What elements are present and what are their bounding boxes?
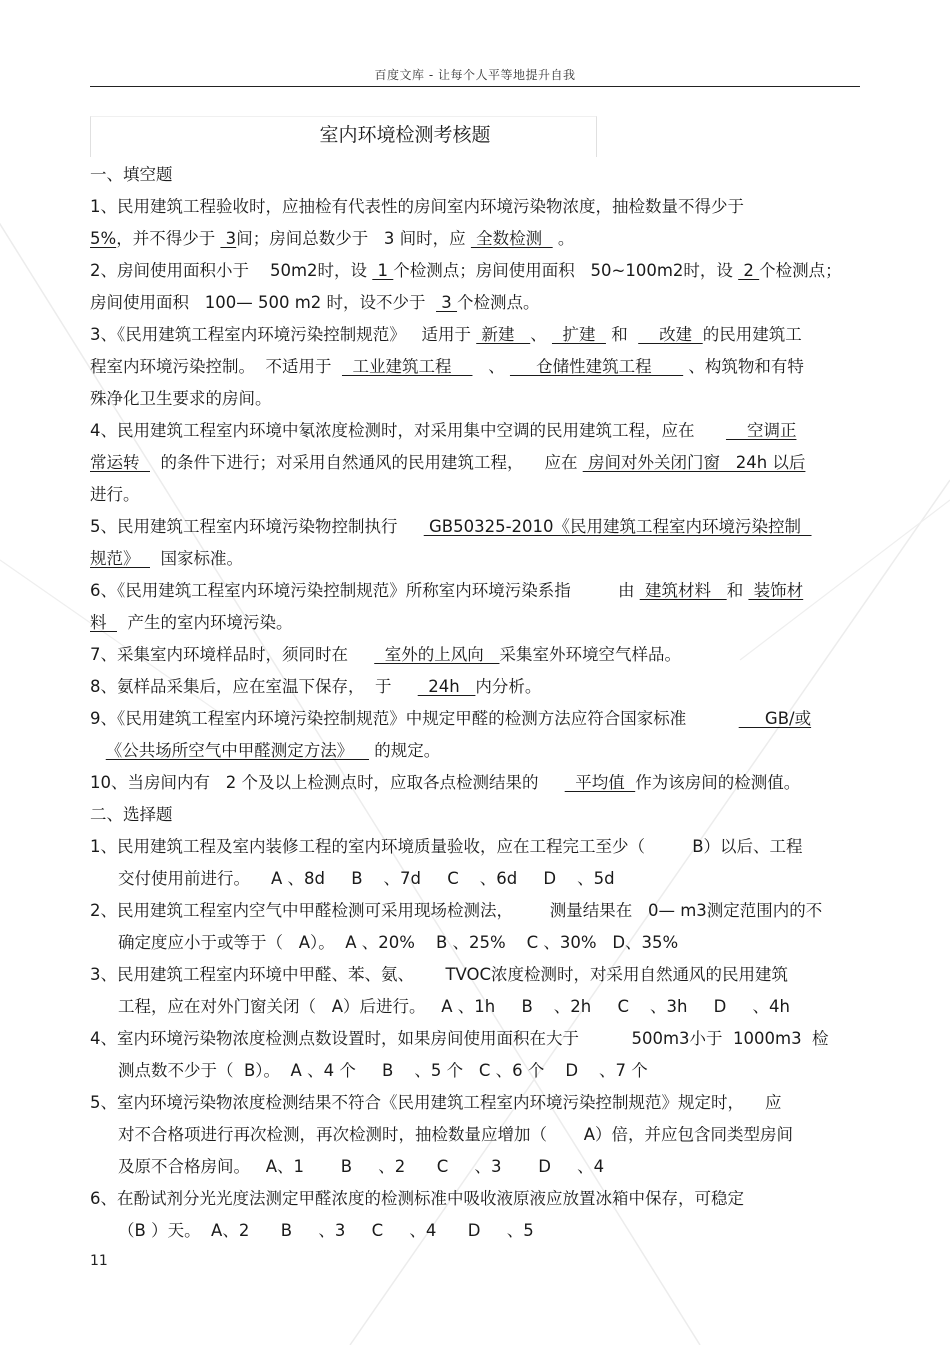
fill-q4-line1 — [90, 416, 865, 446]
fill-q1-line1 — [90, 192, 865, 222]
fill-q4-line3 — [90, 480, 865, 510]
question-text: 进行。 — [90, 485, 140, 504]
question-text: 个检测点；房间使用面积 50~100m2时，设 — [393, 261, 739, 280]
choice-q5-line1 — [90, 1088, 865, 1118]
answer-blank: 改建 — [638, 325, 703, 344]
fill-q1-line2 — [90, 224, 865, 254]
answer-blank: 装饰材 — [748, 581, 804, 600]
fill-q2-line2 — [90, 288, 865, 318]
question-text: 10、当房间内有 2 个及以上检测点时，应取各点检测结果的 — [90, 773, 565, 792]
question-text: ，并不得少于 — [116, 229, 221, 248]
answer-blank: 3 — [436, 293, 458, 312]
question-text: 内分析。 — [475, 677, 542, 696]
answer-blank: 规范》 — [90, 549, 150, 568]
choice-q4-line1 — [90, 1024, 865, 1054]
answer-blank: 料 — [90, 613, 117, 632]
question-text: 作为该房间的检测值。 — [635, 773, 801, 792]
answer-blank: 工业建筑工程 — [341, 357, 473, 376]
question-text: 2、民用建筑工程室内空气中甲醛检测可采用现场检测法， 测量结果在 0— m3测定范围内的不 — [90, 901, 823, 920]
page-header: 百度文库 - 让每个人平等地提升自我 — [374, 68, 576, 82]
question-text: 4、室内环境污染物浓度检测点数设置时，如果房间使用面积在大于 500m3小于 1000m3 检 — [90, 1029, 829, 1048]
question-text: 3、《民用建筑工程室内环境污染控制规范》 适用于 — [90, 325, 477, 344]
fill-q3-line3 — [90, 384, 865, 414]
question-text: 3、民用建筑工程室内环境中甲醛、苯、氨、 TVOC浓度检测时，对采用自然通风的民用建筑 — [90, 965, 789, 984]
question-text: 6、《民用建筑工程室内环境污染控制规范》所称室内环境污染系指 由 — [90, 581, 640, 600]
answer-blank: 仓储性建筑工程 — [509, 357, 684, 376]
question-text: 9、《民用建筑工程室内环境污染控制规范》中规定甲醛的检测方法应符合国家标准 — [90, 709, 739, 728]
fill-q10-line — [90, 768, 865, 798]
question-text: 工程，应在对外门窗关闭（ A）后进行。 A 、1h B 、2h C 、3h D 、4h — [118, 997, 791, 1016]
section-fill-heading: 一、填空题 — [90, 165, 173, 184]
question-text: 、构筑物和有特 — [683, 357, 804, 376]
question-text: 个检测点； — [759, 261, 842, 280]
answer-blank: 平均值 — [564, 773, 636, 792]
question-text: 采集室外环境空气样品。 — [499, 645, 681, 664]
answer-blank: GB/或 — [738, 709, 812, 728]
answer-blank: 室外的上风向 — [374, 645, 500, 664]
question-text: 5、民用建筑工程室内环境污染物控制执行 — [90, 517, 424, 536]
question-text: 、 — [472, 357, 510, 376]
answer-blank: 24h — [417, 677, 476, 696]
page-number: 11 — [90, 1253, 108, 1269]
fill-q2-line1 — [90, 256, 865, 286]
fill-q5-line2 — [90, 544, 865, 574]
question-text: 测点数不少于（ B）。 A 、4 个 B 、5 个 C 、6 个 D 、7 个 — [118, 1061, 648, 1080]
answer-blank: 常运转 — [90, 453, 150, 472]
fill-q6-line2 — [90, 608, 865, 638]
question-text — [90, 741, 106, 760]
question-text: 个检测点。 — [457, 293, 540, 312]
document-title: 室内环境检测考核题 — [319, 124, 491, 146]
header-rule — [90, 86, 860, 87]
question-text: 交付使用前进行。 A 、8d B 、7d C 、6d D 、5d — [118, 869, 615, 888]
question-text: 殊净化卫生要求的房间。 — [90, 389, 272, 408]
answer-blank: 1 — [372, 261, 394, 280]
answer-blank: 5% — [90, 229, 117, 248]
choice-q5-line3 — [118, 1152, 863, 1182]
question-text: 1、民用建筑工程及室内装修工程的室内环境质量验收，应在工程完工至少（ B）以后、工程 — [90, 837, 803, 856]
choice-q5-line2 — [118, 1120, 863, 1150]
question-text: 国家标准。 — [150, 549, 243, 568]
question-text: 对不合格项进行再次检测，再次检测时，抽检数量应增加（ A）倍，并应包含同类型房间 — [118, 1125, 794, 1144]
question-text: 的民用建筑工 — [702, 325, 802, 344]
question-text: 的条件下进行；对采用自然通风的民用建筑工程， 应在 — [150, 453, 583, 472]
question-text: 房间使用面积 100— 500 m2 时，设不少于 — [90, 293, 437, 312]
question-text: 间；房间总数少于 3 间时，应 — [236, 229, 471, 248]
question-text: （B ）天。 A、2 B 、3 C 、4 D 、5 — [118, 1221, 534, 1240]
answer-blank: 2 — [738, 261, 760, 280]
question-text: 1、民用建筑工程验收时，应抽检有代表性的房间室内环境污染物浓度，抽检数量不得少于 — [90, 197, 744, 216]
choice-q1-line1 — [90, 832, 865, 862]
answer-blank: 扩建 — [551, 325, 606, 344]
fill-q9-line1 — [90, 704, 865, 734]
question-text: 产生的室内环境污染。 — [117, 613, 293, 632]
choice-q6-line1 — [90, 1184, 865, 1214]
choice-q6-line2 — [118, 1216, 863, 1246]
fill-q9-line2 — [90, 736, 865, 766]
question-text: 的规定。 — [369, 741, 441, 760]
fill-q6-line1 — [90, 576, 865, 606]
question-text: 8、氨样品采集后，应在室温下保存， 于 — [90, 677, 418, 696]
fill-q8-line — [90, 672, 865, 702]
choice-q3-line2 — [118, 992, 863, 1022]
answer-blank: 全数检测 — [470, 229, 553, 248]
question-text: 4、民用建筑工程室内环境中氡浓度检测时，对采用集中空调的民用建筑工程，应在 — [90, 421, 726, 440]
fill-q7-line — [90, 640, 865, 670]
answer-blank: 空调正 — [725, 421, 797, 440]
choice-q4-line2 — [118, 1056, 863, 1086]
choice-q2-line1 — [90, 896, 865, 926]
choice-q2-line2 — [118, 928, 863, 958]
section-choice-heading: 二、选择题 — [90, 805, 173, 824]
answer-blank: 建筑材料 — [639, 581, 727, 600]
fill-q3-line1 — [90, 320, 865, 350]
fill-q5-line1 — [90, 512, 865, 542]
question-text: 2、房间使用面积小于 50m2时，设 — [90, 261, 373, 280]
question-text: 程室内环境污染控制。 不适用于 — [90, 357, 342, 376]
question-text: 5、室内环境污染物浓度检测结果不符合《民用建筑工程室内环境污染控制规范》规定时， 应 — [90, 1093, 782, 1112]
question-text: 6、在酚试剂分光光度法测定甲醛浓度的检测标准中吸收液原液应放置冰箱中保存，可稳定 — [90, 1189, 744, 1208]
question-text: 及原不合格房间。 A、1 B 、2 C 、3 D 、4 — [118, 1157, 605, 1176]
question-text: 。 — [552, 229, 575, 248]
question-text: 、 — [530, 325, 552, 344]
question-text: 和 — [726, 581, 749, 600]
question-text: 确定度应小于或等于（ A）。 A 、20% B 、25% C 、30% D、35% — [118, 933, 679, 952]
answer-blank: 新建 — [476, 325, 531, 344]
question-text: 7、采集室内环境样品时，须同时在 — [90, 645, 375, 664]
answer-blank: 《公共场所空气中甲醛测定方法》 — [105, 741, 369, 760]
answer-blank: 3 — [220, 229, 237, 248]
question-text: 和 — [605, 325, 639, 344]
answer-blank: GB50325-2010《民用建筑工程室内环境污染控制 — [423, 517, 812, 536]
choice-q1-line2 — [118, 864, 863, 894]
choice-q3-line1 — [90, 960, 865, 990]
answer-blank: 房间对外关闭门窗 24h 以后 — [582, 453, 806, 472]
fill-q3-line2 — [90, 352, 865, 382]
fill-q4-line2 — [90, 448, 865, 478]
